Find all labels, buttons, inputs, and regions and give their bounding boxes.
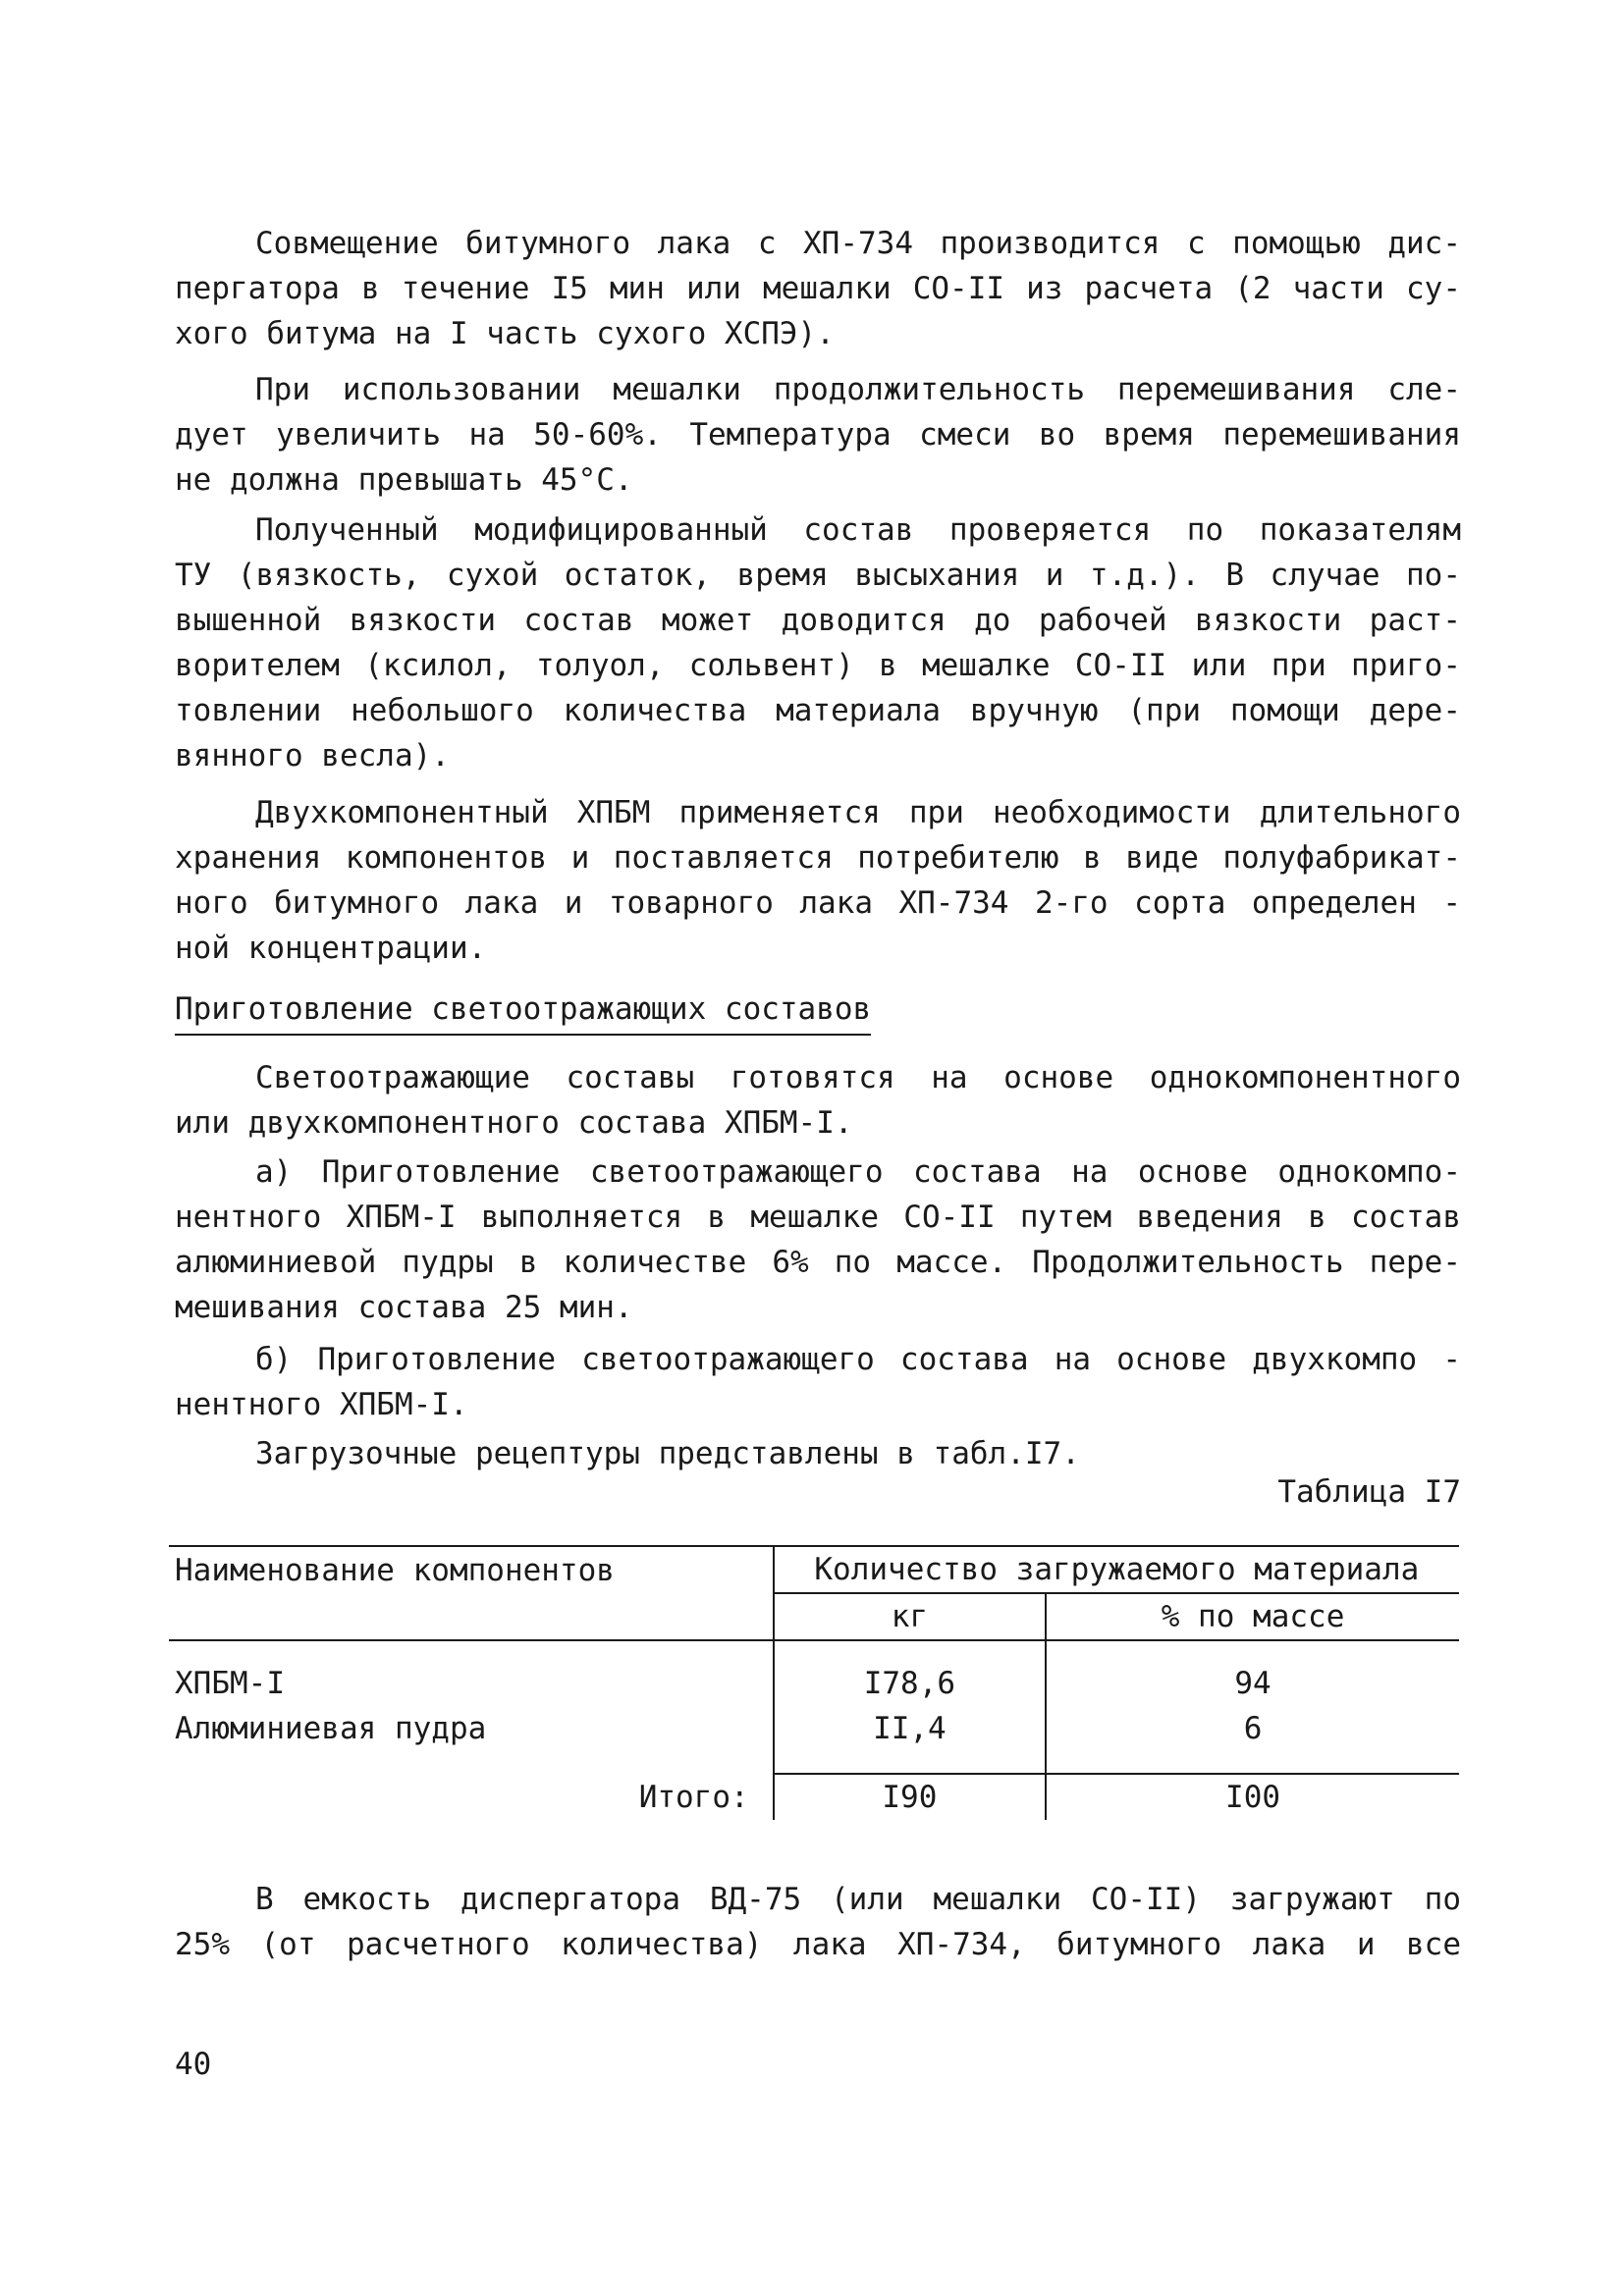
row-kg: II,4 bbox=[774, 1706, 1046, 1751]
paragraph-two-component bbox=[175, 790, 1461, 971]
text-line: нентного ХПБМ-I выполняется в мешалке СО-II путем введения в состав bbox=[175, 1200, 1461, 1235]
loading-recipe-table bbox=[169, 1545, 1459, 1820]
paragraph-mixer-usage bbox=[175, 367, 1461, 503]
row-kg: I78,6 bbox=[774, 1661, 1046, 1706]
text-line: пергатора в течение I5 мин или мешалки СО-II из расчета (2 части су- bbox=[175, 271, 1461, 306]
section-heading: Приготовление светоотражающих составов bbox=[175, 987, 871, 1036]
text-line: вышенной вязкости состав может доводится до рабочей вязкости раст- bbox=[175, 603, 1461, 638]
text-line: ного битумного лака и товарного лака ХП-734 2-го сорта определен - bbox=[175, 885, 1461, 921]
paragraph-loading bbox=[175, 1877, 1461, 1967]
text-line: Совмещение битумного лака с ХП-734 производится с помощью дис- bbox=[255, 226, 1461, 261]
row-name: Алюминиевая пудра bbox=[175, 1711, 487, 1746]
text-line: мешивания состава 25 мин. bbox=[175, 1290, 633, 1325]
text-line: ной концентрации. bbox=[175, 931, 487, 966]
text-line: вянного весла). bbox=[175, 738, 450, 774]
total-kg: I90 bbox=[774, 1774, 1046, 1820]
table-total-row bbox=[169, 1774, 1459, 1820]
text-line: а) Приготовление светоотражающего состава на основе однокомпо- bbox=[255, 1154, 1461, 1190]
total-label: Итого: bbox=[638, 1779, 749, 1815]
text-line: ТУ (вязкость, сухой остаток, время высыхания и т.д.). В случае по- bbox=[175, 558, 1461, 593]
row-percent: 6 bbox=[1046, 1706, 1459, 1751]
header-percent: % по массе bbox=[1046, 1593, 1459, 1640]
header-kg: кг bbox=[774, 1593, 1046, 1640]
text-line: Двухкомпонентный ХПБМ применяется при необходимости длительного bbox=[255, 795, 1461, 830]
text-line: не должна превышать 45°С. bbox=[175, 462, 633, 498]
table-caption: Таблица I7 bbox=[1277, 1474, 1461, 1510]
text-line: Полученный модифицированный состав проверяется по показателям bbox=[255, 512, 1461, 548]
paragraph-table-reference bbox=[175, 1431, 1461, 1476]
table-spacer-row bbox=[169, 1640, 1459, 1661]
text-line: б) Приготовление светоотражающего состава на основе двухкомпо - bbox=[255, 1342, 1461, 1377]
text-line: или двухкомпонентного состава ХПБМ-I. bbox=[175, 1105, 853, 1141]
text-line: алюминиевой пудры в количестве 6% по массе. Продолжительность пере- bbox=[175, 1245, 1461, 1280]
text-line: товлении небольшого количества материала вручную (при помощи дере- bbox=[175, 693, 1461, 728]
row-name: ХПБМ-I bbox=[175, 1666, 285, 1701]
table-row bbox=[169, 1661, 1459, 1706]
header-quantity-group: Количество загружаемого материала bbox=[774, 1546, 1459, 1593]
table-row bbox=[169, 1706, 1459, 1751]
page-number: 40 bbox=[175, 2047, 212, 2082]
paragraph-mixing bbox=[175, 221, 1461, 356]
paragraph-item-b bbox=[175, 1337, 1461, 1427]
text-line: хого битума на I часть сухого ХСПЭ). bbox=[175, 316, 835, 351]
text-line: хранения компонентов и поставляется потребителю в виде полуфабрикат- bbox=[175, 840, 1461, 876]
text-line: В емкость диспергатора ВД-75 (или мешалки СО-II) загружают по bbox=[255, 1882, 1461, 1917]
text-line: Светоотражающие составы готовятся на основе однокомпонентного bbox=[255, 1060, 1461, 1095]
text-line: 25% (от расчетного количества) лака ХП-734, битумного лака и все bbox=[175, 1927, 1461, 1962]
text-line: Загрузочные рецептуры представлены в табл.I7. bbox=[255, 1436, 1080, 1471]
table-spacer-row bbox=[169, 1751, 1459, 1774]
text-line: При использовании мешалки продолжительность перемешивания сле- bbox=[255, 372, 1461, 407]
total-percent: I00 bbox=[1046, 1774, 1459, 1820]
paragraph-item-a bbox=[175, 1149, 1461, 1330]
paragraph-reflective-intro bbox=[175, 1055, 1461, 1146]
paragraph-quality-check bbox=[175, 507, 1461, 778]
text-line: нентного ХПБМ-I. bbox=[175, 1387, 468, 1422]
text-line: дует увеличить на 50-60%. Температура смеси во время перемешивания bbox=[175, 417, 1461, 453]
header-component-name: Наименование компонентов bbox=[169, 1546, 774, 1640]
text-line: ворителем (ксилол, толуол, сольвент) в мешалке СО-II или при приго- bbox=[175, 648, 1461, 683]
table-header-row bbox=[169, 1546, 1459, 1593]
row-percent: 94 bbox=[1046, 1661, 1459, 1706]
